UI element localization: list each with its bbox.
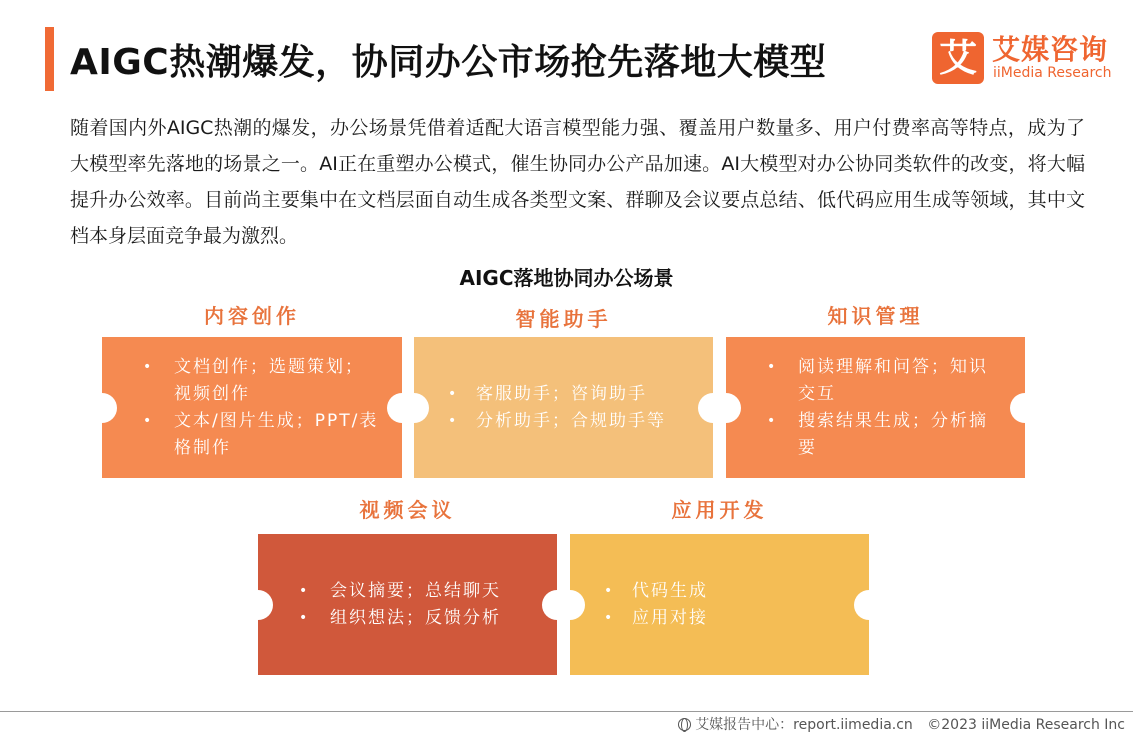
scenario-item: • 阅读理解和问答；知识交互 (726, 354, 1025, 408)
scenario-item: • 文本/图片生成；PPT/表格制作 (102, 408, 402, 462)
scenario-item: • 代码生成 (570, 578, 869, 605)
scenario-card-content-creation (102, 337, 402, 478)
footer-divider (0, 711, 1133, 712)
page-title: AIGC热潮爆发，协同办公市场抢先落地大模型 (70, 42, 827, 83)
globe-icon (678, 718, 691, 731)
diagram-title: AIGC落地协同办公场景 (459, 266, 674, 290)
scenario-card-app-development (570, 534, 869, 675)
scenario-item-list (258, 578, 557, 632)
footer-copyright: ©2023 iiMedia Research Inc (927, 717, 1125, 733)
title-accent-bar (45, 27, 54, 91)
scenario-label-knowledge-management: 知识管理 (827, 304, 924, 328)
scenario-item-list (102, 354, 402, 462)
logo-name-en: iiMedia Research (993, 65, 1112, 81)
scenario-label-content-creation: 内容创作 (204, 304, 300, 328)
scenario-item: • 客服助手；咨询助手 (414, 381, 713, 408)
scenario-card-knowledge-management (726, 337, 1025, 478)
scenario-item: • 会议摘要；总结聊天 (258, 578, 557, 605)
footer-source: 艾媒报告中心：report.iimedia.cn (695, 717, 913, 733)
scenario-item: • 组织想法；反馈分析 (258, 605, 557, 632)
scenario-item-list (726, 354, 1025, 462)
scenario-item: • 应用对接 (570, 605, 869, 632)
scenario-item-list (414, 381, 713, 435)
scenario-item: • 搜索结果生成；分析摘要 (726, 408, 1025, 462)
scenario-label-smart-assistant: 智能助手 (515, 307, 612, 331)
scenario-card-video-conference (258, 534, 557, 675)
scenario-item: • 分析助手；合规助手等 (414, 408, 713, 435)
scenario-item-list (570, 578, 869, 632)
intro-paragraph: 随着国内外AIGC热潮的爆发，办公场景凭借着适配大语言模型能力强、覆盖用户数量多、用户付费率高等特点，成为了大模型率先落地的场景之一。AI正在重塑办公模式，催生协同办公产品加速。AI大模型对办公协同类软件的改变，将大幅提升办公效率。目前尚主要集中在文档层面自动生成各类型文案、群聊及会议要点总结、低代码应用生成等领域，其中文档本身层面竞争最为激烈。 (70, 117, 1085, 247)
scenario-card-smart-assistant (414, 337, 713, 478)
logo-mark-icon: 艾 (932, 32, 984, 84)
scenario-label-video-conference: 视频会议 (359, 498, 456, 522)
logo-name-cn: 艾媒咨询 (992, 33, 1109, 66)
scenario-item: • 文档创作；选题策划；视频创作 (102, 354, 402, 408)
brand-logo (932, 30, 1122, 88)
scenario-label-app-development: 应用开发 (671, 498, 768, 522)
footer (678, 714, 1125, 734)
